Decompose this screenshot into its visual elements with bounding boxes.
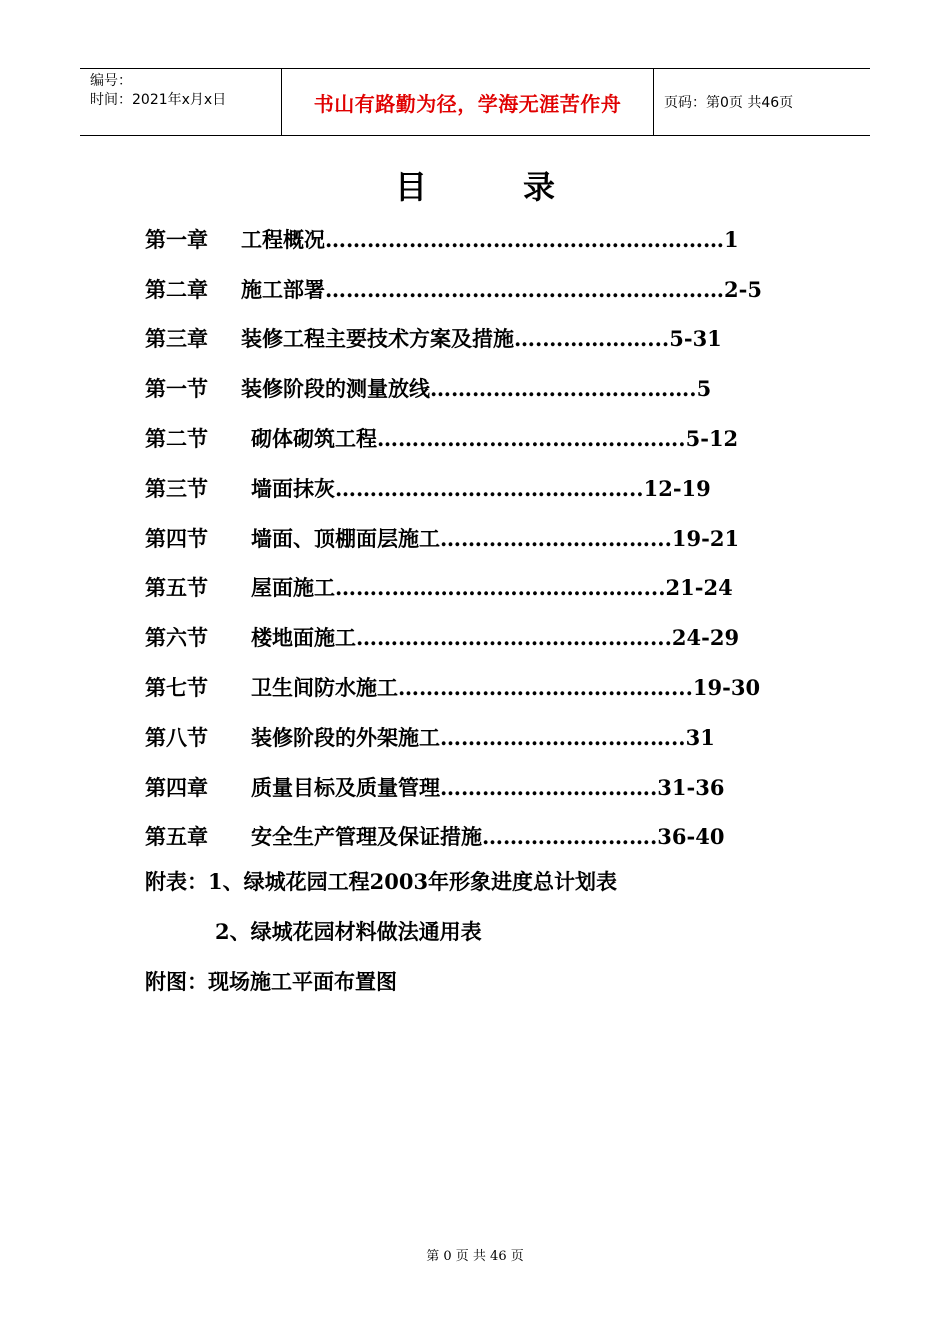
toc-entry: 砌体砌筑工程…….……………………………….5-12 bbox=[251, 426, 739, 452]
toc-row[interactable] bbox=[145, 563, 845, 613]
toc-entry: 卫生间防水施工…………………………………...19-30 bbox=[251, 675, 761, 701]
toc-row[interactable] bbox=[145, 314, 845, 364]
toc-row[interactable] bbox=[145, 463, 845, 513]
toc-row[interactable] bbox=[145, 812, 845, 862]
toc-row[interactable] bbox=[145, 264, 845, 314]
toc-row[interactable] bbox=[145, 363, 845, 413]
toc-label: 第一节 bbox=[145, 376, 208, 402]
toc-label: 第二章 bbox=[145, 276, 208, 302]
toc-label: 第五章 bbox=[145, 824, 208, 850]
page-title: 目录 bbox=[394, 168, 651, 206]
toc-entry: 施工部署…………………………………………………2-5 bbox=[241, 276, 762, 302]
header-number: 编号： bbox=[90, 73, 132, 89]
toc-row[interactable] bbox=[145, 762, 845, 812]
toc-entry: 安全生产管理及保证措施…………………….36-40 bbox=[251, 824, 725, 850]
toc-entry: 装修阶段的测量放线………………………….…….5 bbox=[241, 376, 712, 402]
header-motto: 书山有路勤为径，学海无涯苦作舟 bbox=[282, 69, 654, 135]
toc-entry: 装修阶段的外架施工……………………………..31 bbox=[251, 724, 715, 750]
toc-label: 第四章 bbox=[145, 774, 208, 800]
toc-label: 第四节 bbox=[145, 525, 208, 551]
toc-entry: 装修工程主要技术方案及措施….……………...5-31 bbox=[241, 326, 722, 352]
toc-label: 第八节 bbox=[145, 724, 208, 750]
header-page-info: 页码：第0页 共46页 bbox=[664, 95, 794, 111]
toc-entry: 质量目标及质量管理………………………….31-36 bbox=[251, 774, 725, 800]
toc-row[interactable] bbox=[145, 612, 845, 662]
appendix-figure: 附图：现场施工平面布置图 bbox=[145, 969, 397, 994]
toc-label: 第六节 bbox=[145, 625, 208, 651]
toc-label: 第七节 bbox=[145, 675, 208, 701]
toc-entry: 工程概况…………………………………………………1 bbox=[241, 226, 739, 252]
toc-label: 第一章 bbox=[145, 226, 208, 252]
toc-label: 第二节 bbox=[145, 426, 208, 452]
toc-row[interactable] bbox=[145, 214, 845, 264]
header-time: 时间：2021年x月x日 bbox=[90, 92, 227, 108]
toc-row[interactable] bbox=[145, 513, 845, 563]
toc-label: 第三章 bbox=[145, 326, 208, 352]
appendix-table-1: 附表：1、绿城花园工程2003年形象进度总计划表 bbox=[145, 869, 618, 894]
toc-entry: 屋面施工……..………………………………...21-24 bbox=[251, 575, 733, 601]
header-meta bbox=[80, 69, 282, 135]
toc-label: 第五节 bbox=[145, 575, 208, 601]
toc-row[interactable] bbox=[145, 662, 845, 712]
appendix-table-2: 2、绿城花园材料做法通用表 bbox=[215, 919, 482, 944]
toc-entry: 墙面、顶棚面层施工…………………………...19-21 bbox=[251, 525, 740, 551]
toc-row[interactable] bbox=[145, 712, 845, 762]
page-header bbox=[80, 68, 870, 136]
page-footer: 第 0 页 共 46 页 bbox=[426, 1249, 524, 1264]
toc-entry: 墙面抹灰……………………………………..12-19 bbox=[251, 475, 711, 501]
toc-label: 第三节 bbox=[145, 475, 208, 501]
toc-entry: 楼地面施工……………………………………...24-29 bbox=[251, 625, 740, 651]
table-of-contents bbox=[145, 214, 845, 861]
toc-row[interactable] bbox=[145, 413, 845, 463]
